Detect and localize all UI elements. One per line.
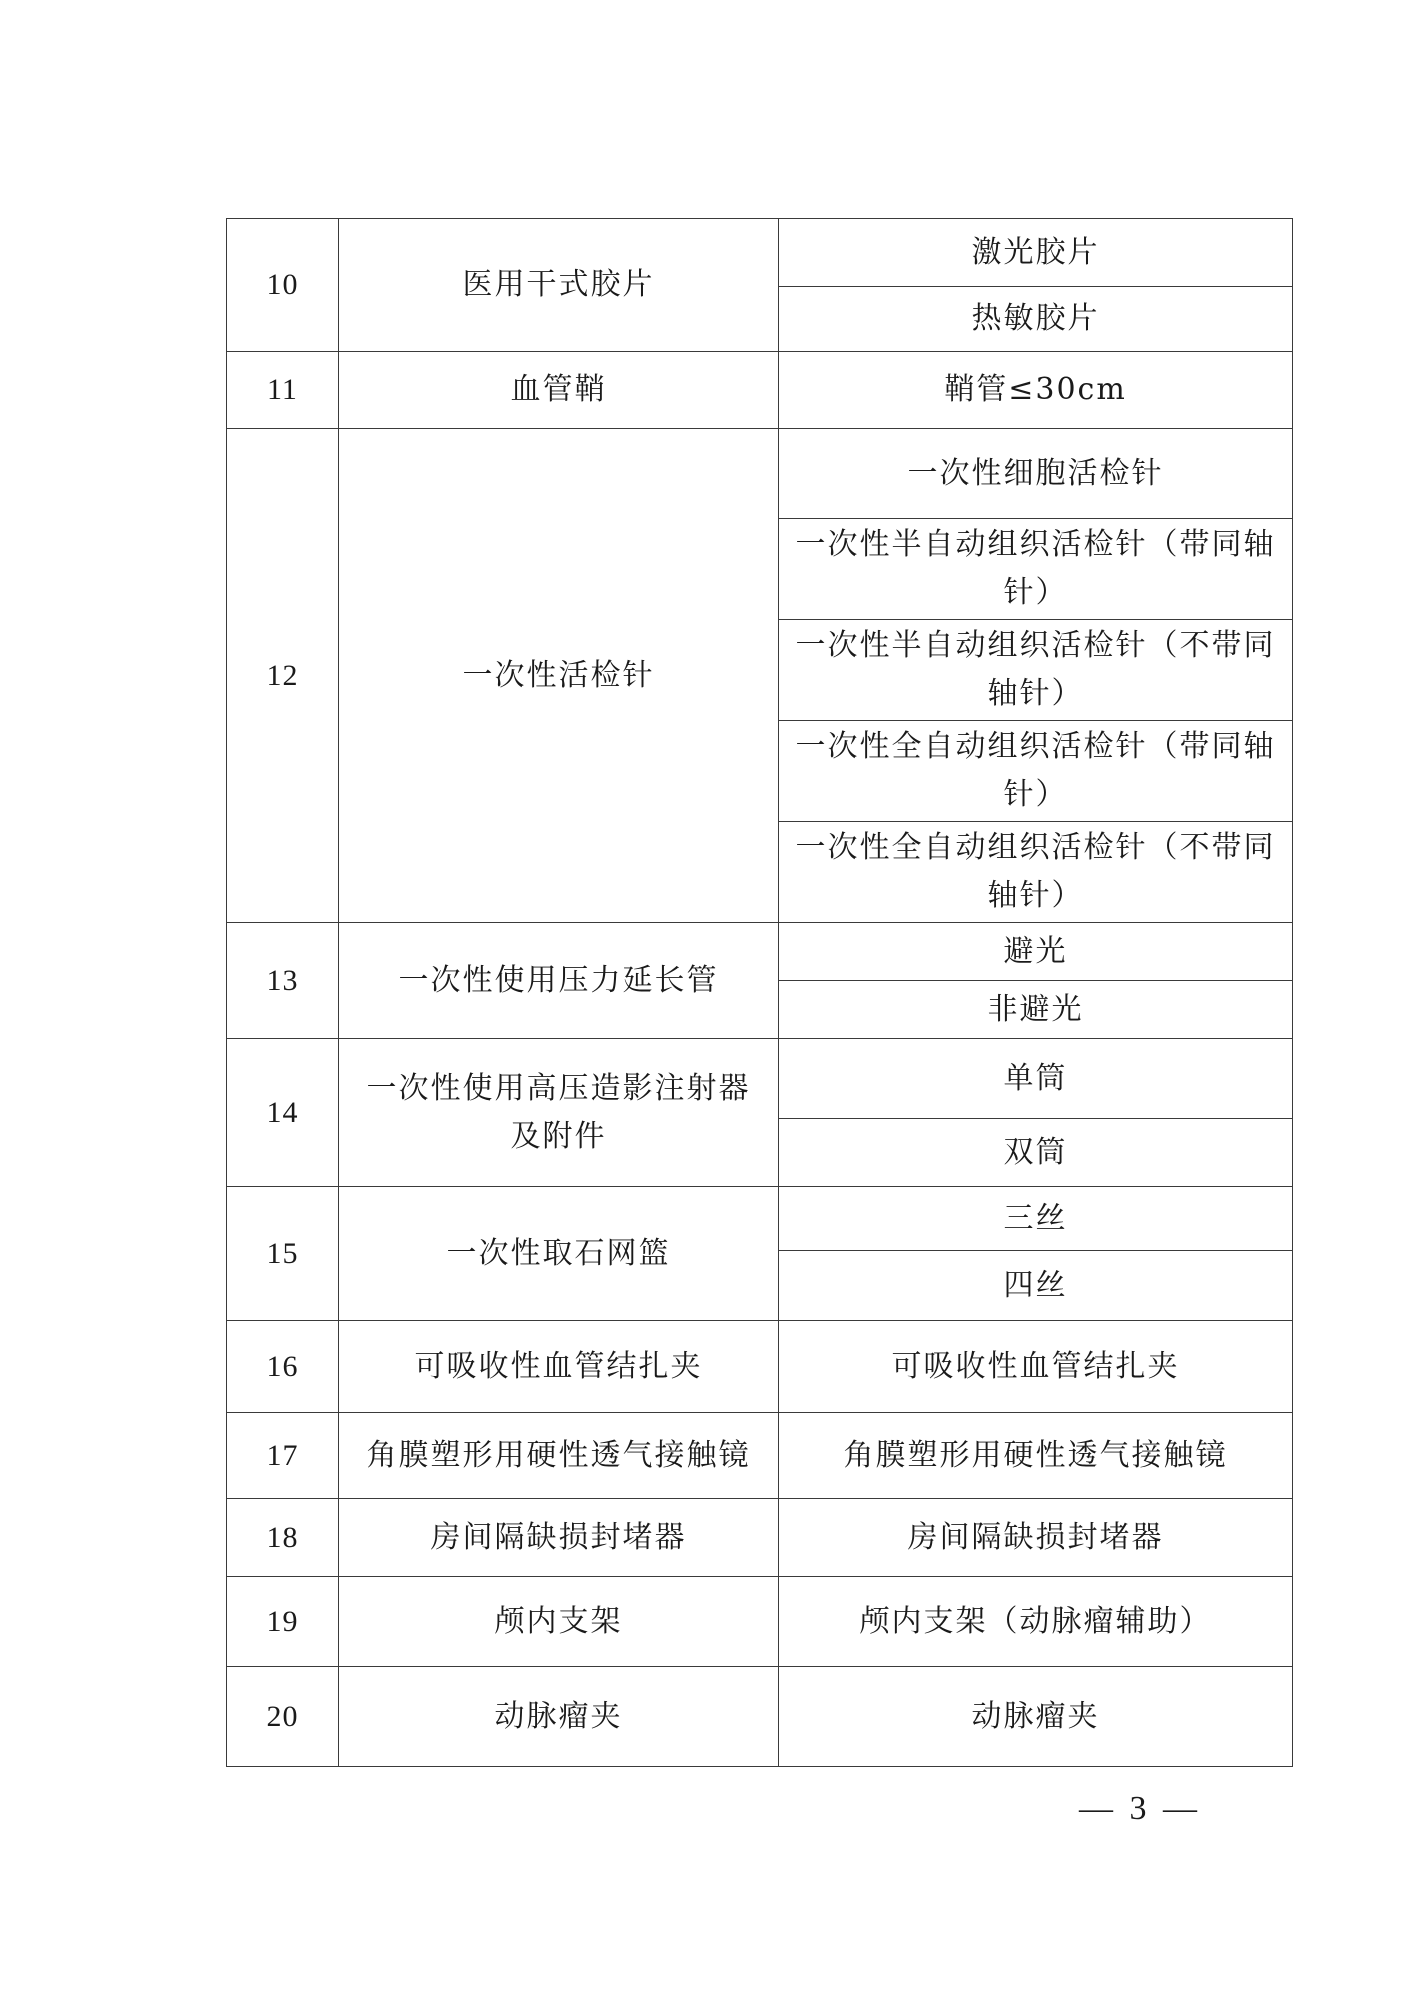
product-subtype: 四丝 [779, 1251, 1293, 1321]
product-name: 一次性使用压力延长管 [339, 923, 779, 1039]
product-name: 角膜塑形用硬性透气接触镜 [339, 1413, 779, 1499]
row-number: 14 [227, 1039, 339, 1187]
product-name: 房间隔缺损封堵器 [339, 1499, 779, 1577]
product-subtype: 颅内支架（动脉瘤辅助） [779, 1577, 1293, 1667]
product-subtype: 房间隔缺损封堵器 [779, 1499, 1293, 1577]
row-number: 10 [227, 219, 339, 352]
product-name: 动脉瘤夹 [339, 1667, 779, 1767]
table-row [227, 1577, 1293, 1667]
row-number: 11 [227, 352, 339, 429]
product-subtype: 避光 [779, 923, 1293, 981]
table-row [227, 352, 1293, 429]
table-row [227, 1413, 1293, 1499]
table-row [227, 923, 1293, 981]
product-subtype: 双筒 [779, 1119, 1293, 1187]
table-row [227, 429, 1293, 519]
row-number: 16 [227, 1321, 339, 1413]
product-subtype: 一次性全自动组织活检针（不带同轴针） [779, 822, 1293, 923]
table-row [227, 1321, 1293, 1413]
table-row [227, 1039, 1293, 1119]
product-name: 颅内支架 [339, 1577, 779, 1667]
product-subtype: 一次性半自动组织活检针（带同轴针） [779, 519, 1293, 620]
row-number: 12 [227, 429, 339, 923]
product-subtype: 三丝 [779, 1187, 1293, 1251]
product-name: 一次性使用高压造影注射器及附件 [339, 1039, 779, 1187]
product-subtype: 激光胶片 [779, 219, 1293, 287]
table-row [227, 1667, 1293, 1767]
product-subtype: 一次性细胞活检针 [779, 429, 1293, 519]
product-subtype: 一次性全自动组织活检针（带同轴针） [779, 721, 1293, 822]
product-subtype: 非避光 [779, 981, 1293, 1039]
product-name: 医用干式胶片 [339, 219, 779, 352]
product-subtype: 可吸收性血管结扎夹 [779, 1321, 1293, 1413]
row-number: 15 [227, 1187, 339, 1321]
product-subtype: 鞘管≤30cm [779, 352, 1293, 429]
product-name: 可吸收性血管结扎夹 [339, 1321, 779, 1413]
page-number: — 3 — [1079, 1790, 1201, 1827]
row-number: 20 [227, 1667, 339, 1767]
product-name: 一次性活检针 [339, 429, 779, 923]
product-name: 一次性取石网篮 [339, 1187, 779, 1321]
table-row [227, 1499, 1293, 1577]
row-number: 13 [227, 923, 339, 1039]
table-row [227, 1187, 1293, 1251]
product-subtype: 动脉瘤夹 [779, 1667, 1293, 1767]
row-number: 18 [227, 1499, 339, 1577]
product-catalog-table [226, 218, 1293, 1767]
product-subtype: 角膜塑形用硬性透气接触镜 [779, 1413, 1293, 1499]
product-subtype: 单筒 [779, 1039, 1293, 1119]
product-subtype: 热敏胶片 [779, 287, 1293, 352]
row-number: 19 [227, 1577, 339, 1667]
table-row [227, 219, 1293, 287]
product-subtype: 一次性半自动组织活检针（不带同轴针） [779, 620, 1293, 721]
product-name: 血管鞘 [339, 352, 779, 429]
row-number: 17 [227, 1413, 339, 1499]
